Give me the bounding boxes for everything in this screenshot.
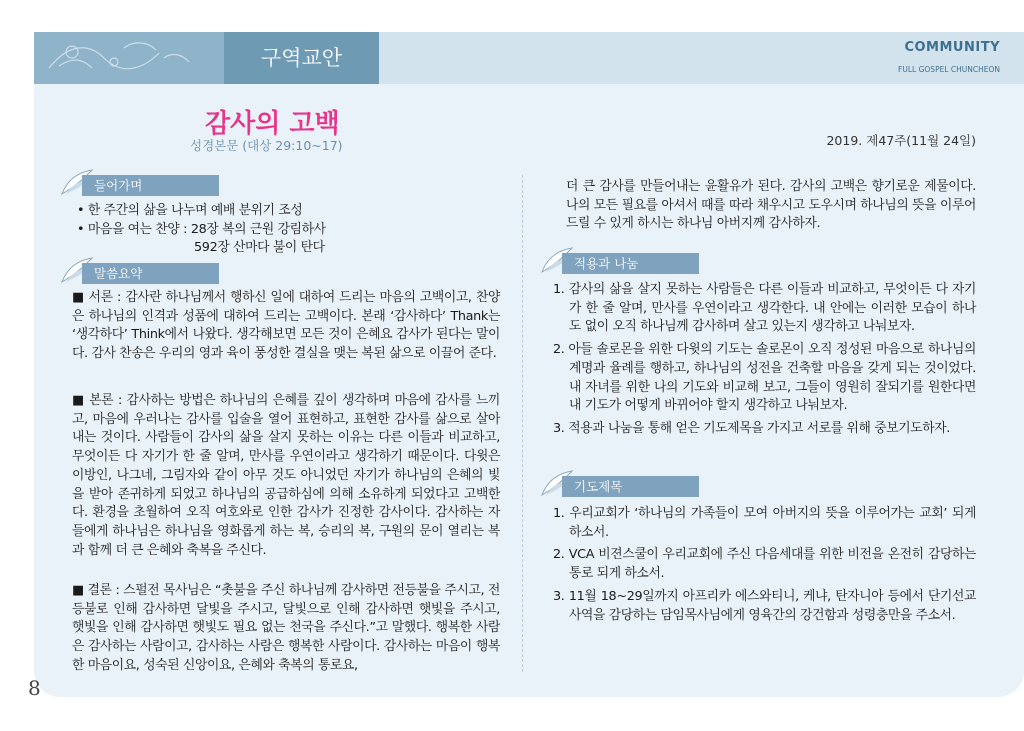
- column-divider: [522, 175, 523, 672]
- continuation-paragraph: 더 큰 감사를 만들어내는 윤활유가 된다. 감사의 고백은 향기로운 제물이다. 나의 모든 필요를 아셔서 때를 따라 채우시고 도우시며 하나님의 뜻을 이루어 드릴 수 있게 하시는 하나님 아버지께 감사하자.: [566, 179, 976, 232]
- page-number: 8: [28, 676, 41, 700]
- section-label: 들어가며: [82, 175, 219, 196]
- prayer-item-2: 2. VCA 비젼스쿨이 우리교회에 주신 다음세대를 위한 비전을 온전히 감당하는 통로 되게 하소서.: [553, 547, 976, 582]
- summary-body-paragraph: ■ 본론 : 감사하는 방법은 하나님의 은혜를 깊이 생각하며 마음에 감사를 느끼고, 마음에 우러나는 감사를 입술을 열어 표현하고, 표현한 감사를 삶으로 살아내는 것이다. 사람들이 감사의 삶을 살지 못하는 이유는 다른 이들과 비교하고, 무엇이든 다 자기가 한 줄 알며, 만사를 우연이라고 생각하기 때문이다. 다윗은 이방인, 나그네, 그림자와 같이 아무 것도 아니었던 자기가 하나님의 은혜의 빛을 받아 존귀하게 되었고 하나님의 공급하심에 의해 소유하게 되었다고 고백한다. 환경을 초월하여 오직 여호와로 인한 감사가 진정한 감사이다. 감사하는 자들에게 하나님은 하나님을 영화롭게 하는 복, 승리의 복, 구원의 문이 열리는 복과 함께 더 큰 은혜와 축복을 주신다.: [72, 393, 500, 558]
- church-name: FULL GOSPEL CHUNCHEON: [898, 65, 1000, 74]
- section-prayer-heading: [540, 476, 710, 498]
- lesson-title: 감사의 고백: [205, 109, 340, 139]
- header-right-band: [379, 32, 1024, 84]
- intro-line-3: 592장 산마다 불이 탄다: [194, 240, 325, 256]
- application-item-1: 1. 감사의 삶을 살지 못하는 사람들은 다른 이들과 비교하고, 무엇이든 다 자기가 한 줄 알며, 만사를 우연이라고 생각한다. 내 안에는 이러한 모습이 하나도 없이 오직 하나님께 감사하며 살고 있는지 생각하고 나눠보자.: [553, 282, 976, 335]
- intro-list: [77, 202, 326, 258]
- intro-line-2: • 마음을 여는 찬양 : 28장 복의 근원 강림하사: [77, 221, 326, 237]
- section-intro-heading: [60, 175, 230, 197]
- prayer-item-3: 3. 11월 18~29일까지 아프리카 에스와티니, 케냐, 탄자니아 등에서 단기선교사역을 감당하는 담임목사님에게 영육간의 강건함과 성령충만을 주소서.: [553, 588, 976, 623]
- section-label: 기도제목: [562, 476, 699, 497]
- section-application-heading: [540, 253, 710, 275]
- summary-intro-paragraph: ■ 서론 : 감사란 하나님께서 행하신 일에 대하여 드리는 마음의 고백이고, 찬양은 하나님의 인격과 성품에 대하여 드리는 고백이다. 본래 ‘감사하다’ Thank는 ‘생각하다’ Think에서 나왔다. 생각해보면 모든 것이 은혜요 감사가 된다는 말이다. 감사 찬송은 우리의 영과 육이 풍성한 결실을 맺는 복된 삶으로 이끌어 준다.: [72, 290, 500, 362]
- page-title: 구역교안: [224, 32, 379, 84]
- summary-conclusion-paragraph: ■ 결론 : 스펄전 목사님은 “촛불을 주신 하나님께 감사하면 전등불을 주시고, 전등불로 인해 감사하면 달빛을 주시고, 달빛으로 인해 감사하면 햇빛을 주시고, 햇빛을 인해 감사하면 햇빛도 필요 없는 천국을 주신다.”고 말했다. 행복한 사람은 감사하는 사람이고, 감사하는 사람은 행복한 사람이다. 감사하는 마음이 행복한 마음이요, 성숙된 신앙이요, 은혜와 축복의 통로요,: [72, 583, 500, 673]
- section-label: 말씀요약: [82, 263, 219, 284]
- community-label: COMMUNITY: [904, 40, 1000, 55]
- section-summary-heading: [60, 263, 230, 285]
- prayer-item-1: 1. 우리교회가 ‘하나님의 가족들이 모여 아버지의 뜻을 이루어가는 교회’ 되게 하소서.: [553, 506, 976, 540]
- application-item-3: 3. 적용과 나눔을 통해 얻은 기도제목을 가지고 서로를 위해 중보기도하자.: [553, 420, 951, 436]
- application-list: [553, 281, 976, 443]
- prayer-list: [553, 505, 976, 629]
- header-banner: [34, 32, 379, 84]
- section-label: 적용과 나눔: [562, 253, 699, 274]
- lesson-date: 2019. 제47주(11월 24일): [826, 133, 976, 148]
- floral-ornament-icon: [44, 38, 194, 78]
- application-item-2: 2. 아들 솔로몬을 위한 다윗의 기도는 솔로몬이 오직 정성된 마음으로 하나님의 계명과 율례를 행하고, 하나님의 성전을 건축할 마음을 갖게 되는 것이었다. 내 자녀를 위한 나의 기도와 비교해 보고, 그들이 영원히 잘되기를 원한다면 내 기도가 어떻게 바뀌어야 할지 생각하고 나눠보자.: [553, 342, 976, 414]
- scripture-reference: 성경본문 (대상 29:10~17): [190, 138, 343, 153]
- intro-line-1: • 한 주간의 삶을 나누며 예배 분위기 조성: [77, 203, 303, 218]
